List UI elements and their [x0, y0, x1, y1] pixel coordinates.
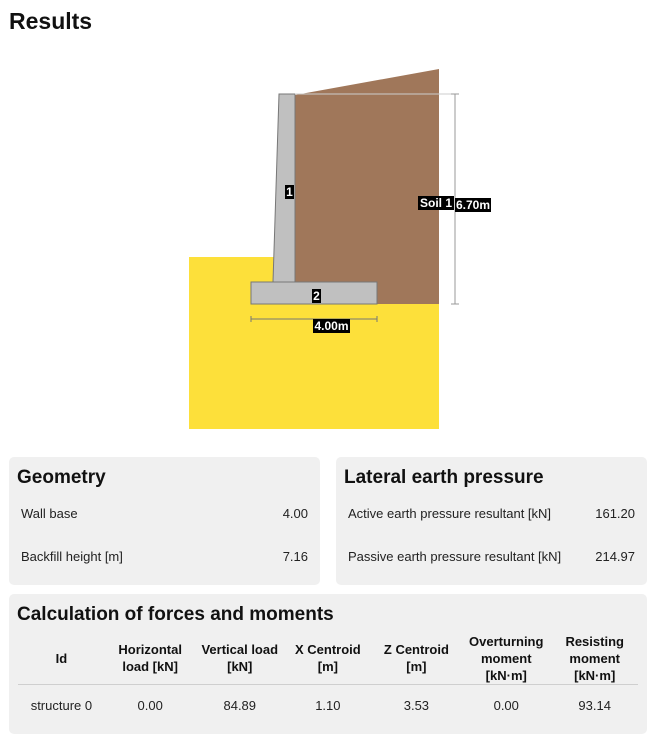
row-label: Backfill height [m]	[21, 549, 123, 564]
lateral-pressure-title: Lateral earth pressure	[344, 467, 544, 488]
header-x-centroid: X Centroid [m]	[294, 642, 361, 674]
forces-title: Calculation of forces and moments	[17, 604, 334, 625]
wall-label: 1	[286, 185, 293, 199]
geometry-card	[9, 457, 320, 585]
row-value: 161.20	[595, 506, 635, 521]
geometry-title: Geometry	[17, 467, 106, 488]
header-z-centroid: Z Centroid [m]	[383, 642, 449, 674]
forces-table	[18, 632, 638, 725]
row-label: Active earth pressure resultant [kN]	[348, 506, 552, 521]
header-horizontal-load: Horizontal load [kN]	[118, 642, 182, 674]
cell-overturning-moment: 0.00	[461, 685, 551, 726]
cell-horizontal-load: 0.00	[105, 685, 196, 726]
cell-resisting-moment: 93.14	[551, 685, 638, 726]
row-value: 4.00	[282, 506, 308, 521]
page-title: Results	[9, 8, 93, 34]
lateral-row-active	[348, 506, 635, 521]
cell-z-centroid: 3.53	[372, 685, 461, 726]
geometry-row-wall-base	[21, 506, 308, 521]
lateral-pressure-card	[336, 457, 647, 585]
header-overturning-moment: Overturning moment [kN·m]	[469, 633, 544, 683]
row-label: Wall base	[21, 506, 78, 521]
forces-header-row	[18, 632, 638, 685]
row-value: 7.16	[282, 549, 308, 564]
soil-label: Soil 1	[419, 196, 453, 210]
row-label: Passive earth pressure resultant [kN]	[348, 549, 562, 564]
base-dimension-label: 4.00m	[314, 319, 349, 333]
header-vertical-load: Vertical load [kN]	[201, 642, 279, 674]
row-value: 214.97	[595, 549, 635, 564]
forces-card	[9, 594, 647, 734]
cell-vertical-load: 84.89	[196, 685, 285, 726]
footing-label: 2	[313, 289, 320, 303]
header-resisting-moment: Resisting moment [kN·m]	[565, 633, 624, 683]
height-dimension-label: 6.70m	[455, 198, 491, 212]
geometry-row-backfill-height	[21, 549, 308, 564]
cell-id: structure 0	[18, 685, 105, 726]
backfill-soil	[295, 69, 439, 304]
lateral-row-passive	[348, 549, 635, 564]
cell-x-centroid: 1.10	[284, 685, 372, 726]
header-id: Id	[55, 650, 68, 666]
